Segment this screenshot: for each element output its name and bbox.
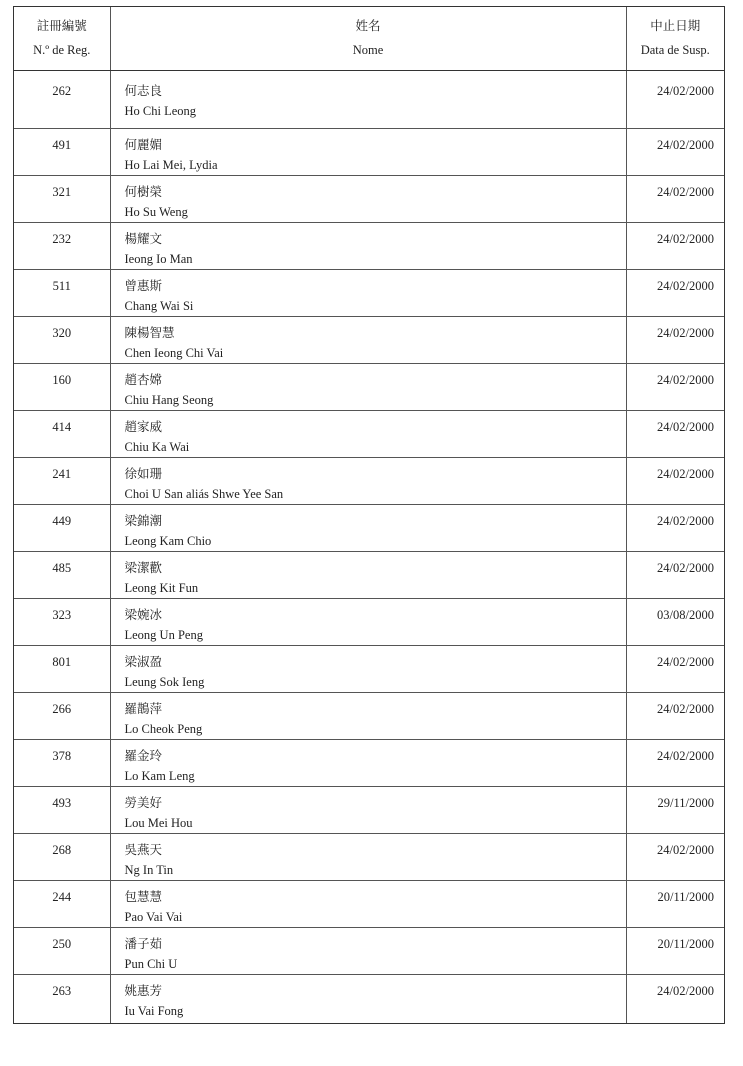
suspension-date: 24/02/2000 (657, 420, 714, 434)
name-cell (110, 176, 626, 223)
name-chinese: 趙家威 (124, 420, 163, 434)
table-row (14, 881, 724, 928)
table-row (14, 787, 724, 834)
name-chinese: 姚惠芳 (124, 984, 163, 998)
suspension-date-cell (626, 317, 724, 364)
name-chinese: 梁潔歡 (124, 561, 163, 575)
reg-number: 232 (52, 232, 72, 246)
table-row (14, 693, 724, 740)
reg-number: 263 (52, 984, 72, 998)
table-row (14, 223, 724, 270)
reg-number: 320 (52, 326, 72, 340)
reg-number: 250 (52, 937, 72, 951)
table-row (14, 928, 724, 975)
name-chinese: 梁婉冰 (124, 608, 163, 622)
reg-number-cell (14, 928, 110, 975)
reg-number-cell (14, 740, 110, 787)
header-reg-zh: 註冊編號 (36, 19, 87, 33)
suspension-date-cell (626, 129, 724, 176)
suspension-date: 24/02/2000 (657, 138, 714, 152)
name-cell (110, 129, 626, 176)
suspension-date-cell (626, 176, 724, 223)
header-name (110, 7, 626, 71)
header-reg-pt: N.º de Reg. (33, 43, 91, 57)
suspension-date: 29/11/2000 (657, 796, 714, 810)
name-chinese: 徐如珊 (124, 467, 163, 481)
suspension-date: 24/02/2000 (657, 843, 714, 857)
reg-number-cell (14, 71, 110, 129)
table-row (14, 975, 724, 1023)
suspension-date: 24/02/2000 (657, 514, 714, 528)
name-chinese: 包慧慧 (124, 890, 163, 904)
name-chinese: 曾惠斯 (124, 279, 163, 293)
reg-number-cell (14, 176, 110, 223)
name-romanized: Ieong Io Man (124, 252, 193, 266)
name-romanized: Lo Kam Leng (124, 769, 195, 783)
name-chinese: 梁錦潮 (124, 514, 163, 528)
suspension-date-cell (626, 458, 724, 505)
registry-table (13, 6, 725, 1024)
name-romanized: Chen Ieong Chi Vai (124, 346, 224, 360)
name-chinese: 勞美好 (124, 796, 163, 810)
name-romanized: Chang Wai Si (124, 299, 194, 313)
suspension-date: 24/02/2000 (657, 84, 714, 98)
name-cell (110, 975, 626, 1023)
suspension-date: 24/02/2000 (657, 373, 714, 387)
table-row (14, 834, 724, 881)
reg-number-cell (14, 505, 110, 552)
header-suspension-date (626, 7, 724, 71)
suspension-date: 20/11/2000 (657, 937, 714, 951)
table-row (14, 411, 724, 458)
name-chinese: 何麗媚 (124, 138, 163, 152)
name-cell (110, 787, 626, 834)
name-chinese: 潘子茹 (124, 937, 163, 951)
name-cell (110, 693, 626, 740)
suspension-date-cell (626, 71, 724, 129)
reg-number: 262 (52, 84, 72, 98)
reg-number: 241 (52, 467, 72, 481)
name-romanized: Pun Chi U (124, 957, 178, 971)
name-romanized: Pao Vai Vai (124, 910, 183, 924)
reg-number-cell (14, 552, 110, 599)
suspension-date-cell (626, 505, 724, 552)
name-chinese: 陳楊智慧 (124, 326, 175, 340)
suspension-date-cell (626, 411, 724, 458)
reg-number-cell (14, 599, 110, 646)
name-cell (110, 458, 626, 505)
suspension-date: 03/08/2000 (657, 608, 714, 622)
reg-number: 801 (52, 655, 72, 669)
name-cell (110, 317, 626, 364)
suspension-date: 24/02/2000 (657, 655, 714, 669)
name-romanized: Chiu Hang Seong (124, 393, 214, 407)
table-row (14, 740, 724, 787)
suspension-date-cell (626, 364, 724, 411)
reg-number-cell (14, 364, 110, 411)
header-name-zh: 姓名 (355, 19, 381, 33)
suspension-date-cell (626, 599, 724, 646)
suspension-date-cell (626, 834, 724, 881)
suspension-date: 24/02/2000 (657, 984, 714, 998)
suspension-date-cell (626, 270, 724, 317)
name-romanized: Leong Kam Chio (124, 534, 212, 548)
suspension-date: 24/02/2000 (657, 749, 714, 763)
table-row (14, 505, 724, 552)
suspension-date-cell (626, 552, 724, 599)
name-cell (110, 599, 626, 646)
name-cell (110, 505, 626, 552)
reg-number-cell (14, 646, 110, 693)
name-romanized: Ho Chi Leong (124, 104, 197, 118)
reg-number: 449 (52, 514, 72, 528)
name-cell (110, 223, 626, 270)
name-chinese: 羅鵲萍 (124, 702, 163, 716)
reg-number: 268 (52, 843, 72, 857)
suspension-date: 24/02/2000 (657, 702, 714, 716)
reg-number: 511 (52, 279, 71, 293)
name-romanized: Choi U San aliás Shwe Yee San (124, 487, 284, 501)
suspension-date-cell (626, 928, 724, 975)
reg-number-cell (14, 317, 110, 364)
suspension-date: 24/02/2000 (657, 561, 714, 575)
reg-number: 323 (52, 608, 72, 622)
name-chinese: 羅金玲 (124, 749, 163, 763)
reg-number-cell (14, 223, 110, 270)
header-row (14, 7, 724, 71)
suspension-date: 24/02/2000 (657, 185, 714, 199)
name-romanized: Ng In Tin (124, 863, 174, 877)
table-row (14, 552, 724, 599)
table-row (14, 129, 724, 176)
suspension-date-cell (626, 787, 724, 834)
suspension-date-cell (626, 881, 724, 928)
reg-number: 378 (52, 749, 72, 763)
table-row (14, 364, 724, 411)
suspension-date: 20/11/2000 (657, 890, 714, 904)
name-cell (110, 740, 626, 787)
name-chinese: 何志良 (124, 84, 163, 98)
table-row (14, 646, 724, 693)
reg-number: 414 (52, 420, 72, 434)
name-cell (110, 411, 626, 458)
suspension-date: 24/02/2000 (657, 279, 714, 293)
reg-number-cell (14, 834, 110, 881)
header-date-zh: 中止日期 (650, 19, 701, 33)
name-chinese: 楊耀文 (124, 232, 163, 246)
table-row (14, 71, 724, 129)
name-romanized: Lo Cheok Peng (124, 722, 203, 736)
name-chinese: 吳燕天 (124, 843, 163, 857)
reg-number: 321 (52, 185, 72, 199)
suspension-date-cell (626, 693, 724, 740)
suspension-date: 24/02/2000 (657, 326, 714, 340)
name-romanized: Leong Un Peng (124, 628, 203, 642)
reg-number-cell (14, 458, 110, 505)
table-row (14, 599, 724, 646)
reg-number-cell (14, 411, 110, 458)
reg-number: 160 (52, 373, 72, 387)
reg-number-cell (14, 129, 110, 176)
name-romanized: Lou Mei Hou (124, 816, 193, 830)
name-romanized: Ho Su Weng (124, 205, 188, 219)
reg-number: 493 (52, 796, 72, 810)
name-cell (110, 552, 626, 599)
name-romanized: Iu Vai Fong (124, 1004, 184, 1018)
table-row (14, 270, 724, 317)
name-cell (110, 646, 626, 693)
name-chinese: 何樹榮 (124, 185, 163, 199)
reg-number-cell (14, 975, 110, 1023)
name-cell (110, 71, 626, 129)
header-date-pt: Data de Susp. (640, 43, 710, 57)
name-romanized: Leong Kit Fun (124, 581, 199, 595)
suspension-date-cell (626, 646, 724, 693)
suspension-date-cell (626, 223, 724, 270)
reg-number-cell (14, 270, 110, 317)
reg-number: 491 (52, 138, 72, 152)
table-row (14, 176, 724, 223)
suspension-date: 24/02/2000 (657, 467, 714, 481)
name-cell (110, 364, 626, 411)
name-cell (110, 928, 626, 975)
table-row (14, 317, 724, 364)
name-romanized: Leung Sok Ieng (124, 675, 205, 689)
name-cell (110, 881, 626, 928)
name-romanized: Chiu Ka Wai (124, 440, 190, 454)
table-row (14, 458, 724, 505)
name-romanized: Ho Lai Mei, Lydia (124, 158, 218, 172)
name-cell (110, 270, 626, 317)
reg-number: 266 (52, 702, 72, 716)
reg-number: 485 (52, 561, 72, 575)
reg-number: 244 (52, 890, 72, 904)
header-name-pt: Nome (352, 43, 384, 57)
suspension-date-cell (626, 975, 724, 1023)
header-reg-number (14, 7, 110, 71)
name-cell (110, 834, 626, 881)
name-chinese: 趙杏嫦 (124, 373, 163, 387)
suspension-table (14, 7, 724, 1023)
reg-number-cell (14, 693, 110, 740)
suspension-date: 24/02/2000 (657, 232, 714, 246)
name-chinese: 梁淑盈 (124, 655, 163, 669)
suspension-date-cell (626, 740, 724, 787)
reg-number-cell (14, 881, 110, 928)
reg-number-cell (14, 787, 110, 834)
